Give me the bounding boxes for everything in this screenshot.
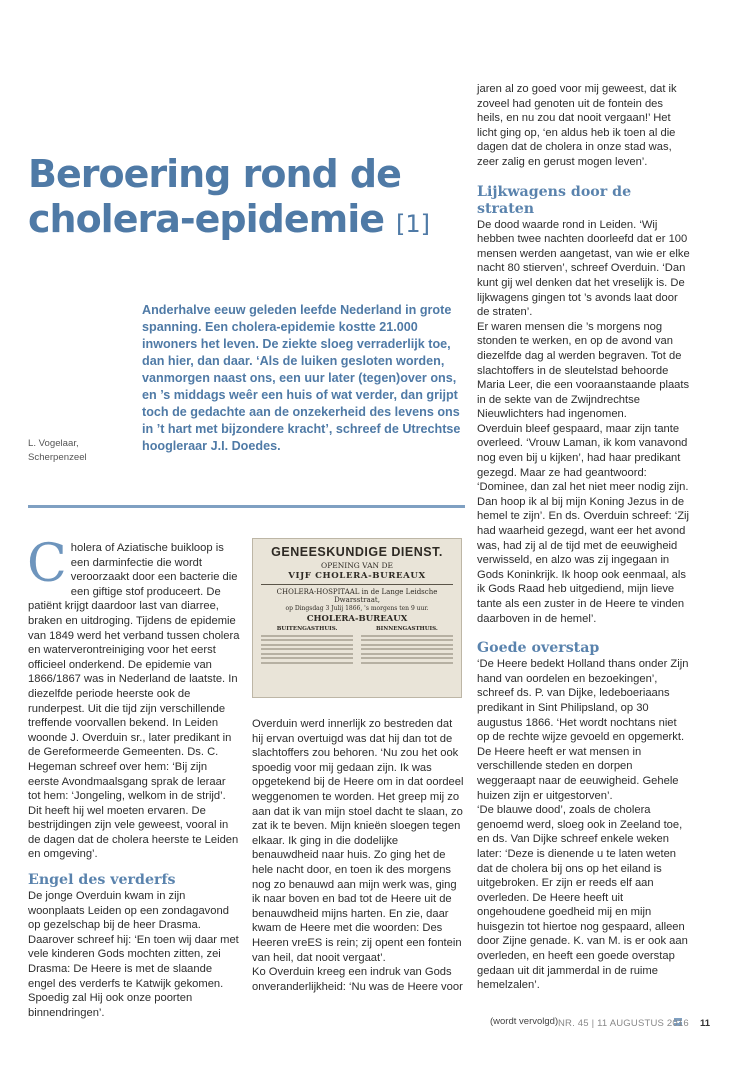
page-number: 11 [700,1018,711,1029]
title-part-number: [1] [396,210,431,238]
column-2-paragraph-2: Ko Overduin kreeg een indruk van Gods onveranderlijkheid: ‘Nu was de Heere voor [252,966,463,993]
article-title [28,152,468,247]
poster-column-left [261,626,353,666]
subhead-engel-des-verderfs: Engel des verderfs [28,872,176,889]
column-3-paragraph-5: ‘De blauwe dood’, zoals de cholera genoemd werd, sloeg ook in Zeeland toe, en ds. Van Dijke schreef enkele weken later: ‘Deze is dienende u te laten weten dat de cholera bij ons op het eiland is uitgebroken. Er zijn er reeds elf aan overleden. De Heere heeft uit ongehoudene goedheid mij en mijn huisgezin tot hiertoe nog gespaard, alleen door Zijne genade. K. van M. is er ook aan overleden, en heeft een goede overstap gedaan uit dit jammerdal in de ruime hemelzalen’. [477,804,688,992]
title-line-1: Beroering rond de [28,152,401,196]
author-name: L. Vogelaar, [28,438,79,449]
article-intro: Anderhalve eeuw geleden leefde Nederland in grote spanning. Een cholera-epidemie kostte 21.000 inwoners het leven. De ziekte sloeg verraderlijk toe, dan hier, dan daar. ‘Als de luiken gesloten worden, vanmorgen naast ons, een uur later (tegen)over ons, en ’s middags weêr een huis of wat verder, dan grijpt toch de gedachte aan de onzekerheid des levens ons in ’t hart met bijzondere kracht’, schreef de Utrechtse hoogleraar J.I. Doedes. [142,303,461,453]
poster-line-5: op Dingsdag 3 Julij 1866, 's morgens ten 9 uur. [285,605,429,612]
poster-column-right-heading: BINNENGASTHUIS. [376,626,438,632]
column-2-paragraph-1: Overduin werd innerlijk zo bestreden dat hij ervan overtuigd was dat hij dan tot de slachtoffers zou behoren. ‘Nu zou het ook spoedig voor mij gedaan zijn. Ik was opgetekend bij de Heere om in dat oordeel weggenomen te worden. Het greep mij zo aan dat ik van mijn stoel dacht te slaan, zo zat ik te beven. Mijn knieën sloegen tegen elkaar. Ik ging in die dodelijke benauwdheid naar huis. Zo ging het de hele nacht door, en toen ik des morgens nog zo benauwd aan mijn werk was, ging ik naar boven en bad tot de Heere uit de benauwdheid mijns harten. En zie, daar kwam de Heere met die woorden: Des Heeren vreES is rein; zij opent een fontein van heil, dat nooit vergaat’. [252,718,464,964]
column-1 [27,534,240,1020]
column-1-paragraph-1 [27,534,240,862]
subhead-goede-overstap: Goede overstap [477,640,600,657]
title-line-2: cholera-epidemie [28,197,385,241]
poster-line-4: CHOLERA-HOSPITAAL in de Lange Leidsche Dwarsstraat, [276,588,438,604]
issue-info: NR. 45 | 11 AUGUSTUS 2016 [558,1018,689,1029]
column-2 [252,717,464,994]
poster-rule [261,584,453,585]
column-3 [477,82,691,993]
poster-column-right [361,626,453,666]
column-1-paragraph-2: De jonge Overduin kwam in zijn woonplaats Leiden op een zondagavond op gezelschap bij de heer Drasma. Daarover schreef hij: ‘En toen wij daar met vele kinderen Gods mochten zitten, zei Drasma: De Heere is met de slaande engel des verderfs te Katwijk gekomen. Spoedig zal Hij ook onze poorten binnendringen’. [28,890,239,1019]
poster-column-left-heading: BUITENGASTHUIS. [276,626,338,632]
section-divider [28,505,465,508]
dropcap: C [27,534,67,594]
continued-note: (wordt vervolgd) [490,1016,559,1027]
author-place: Scherpenzeel [28,452,87,463]
column-3-paragraph-1: De dood waarde rond in Leiden. ‘Wij hebben twee nachten doorleefd dat er 100 mensen werden aangetast, van wie er elke nacht 80 stierven’, schreef Overduin. ‘Dan kunt gij wel denken dat het vreselijk is. De lijkwagens gingen tot ’s avonds laat door de straten’. [477,218,690,319]
subhead-lijkwagens: Lijkwagens door de straten [477,183,632,217]
column-3-paragraph-2: Er waren mensen die ’s morgens nog stonden te werken, en op de avond van diezelfde dag al werden begraven. Tot de slachtoffers in de sleutelstad behoorde Maria Leer, die een vooraanstaande plaats in de sekte van de Zwijndrechtse Nieuwlichters had ingenomen. [477,320,690,421]
column-3-paragraph-0: jaren al zo goed voor mij geweest, dat ik zoveel had genoten uit de fontein des heils, en nu zou dat nooit vergaan!’ Het licht ging op, ‘en aldus heb ik toen al die dagen dat de cholera in onze stad was, zeer zalig en gerust mogen leven’. [477,83,677,168]
poster-columns [253,624,461,668]
poster-heading: GENEESKUNDIGE DIENST. [271,545,443,559]
poster-line-6: CHOLERA-BUREAUX [306,614,408,624]
column-1-paragraph-1-text: holera of Aziatische buikloop is een darminfectie die wordt veroorzaakt door een bacterie die een giftige stof produceert. De patiënt krijgt daardoor last van diarree, braken en uitdroging. Tijdens de epidemie van 1849 werd het verband tussen cholera en waterverontreiniging voor het eerst officieel onderkend. De epidemie van 1866/1867 was in Nederland de laatste. In diezelfde periode heerste ook de runderpest. Uit die tijd zijn verschillende treffende voorvallen bekend. In Leiden woonde J. Overduin sr., later predikant in de Gereformeerde Gemeenten. Ds. C. Hegeman schreef over hem: ‘Bij zijn eerste Avondmaalsgang sprak de leraar tot hem: ‘Jongeling, welkom in de strijd’. Dit heeft hij wel moeten ervaren. De bestrijdingen zijn vele geweest, vooral in de dagen dat de cholera heerste te Leiden en omgeving’. [28,542,240,861]
author-byline [28,437,138,465]
column-3-paragraph-3: Overduin bleef gespaard, maar zijn tante overleed. ‘Vrouw Laman, ik kom vanavond nog even bij u kijken’, had haar predikant gezegd. Maar ze had geantwoord: ‘Dominee, dan zal het niet meer nodig zijn. Dan hoop ik al bij mijn Koning Jezus in de hemel te zijn’. En ds. Overduin schreef: ‘Zij had waarheid gezegd, want eer het avond was, had zij al de tijd met de eeuwigheid verwisseld, en alzo was zij ingegaan in Gods Koninkrijk. Ik hoop ook eenmaal, als ik Gods Raad heb uitgediend, mijn lieve tante als een zuster in de Heere te vinden daarboven in de hemel’. [477,422,690,625]
cholera-bureaux-poster-image [252,538,462,698]
poster-line-3: VIJF CHOLERA-BUREAUX [288,571,426,581]
column-3-paragraph-4: ‘De Heere bedekt Holland thans onder Zijn hand van oordelen en bezoekingen’, schreef ds. P. van Dijke, ledeboeriaans predikant in Sint Philipsland, op 30 augustus 1866. ‘Het wordt nochtans niet op de rechte wijze gevoeld en opgemerkt. De Heere heeft er wat mensen in verschillende steden en dorpen weggeraapt naar de eeuwigheid. Gehele huizen zijn er uitgestorven’. [477,658,689,802]
poster-line-2: OPENING VAN DE [321,561,393,570]
